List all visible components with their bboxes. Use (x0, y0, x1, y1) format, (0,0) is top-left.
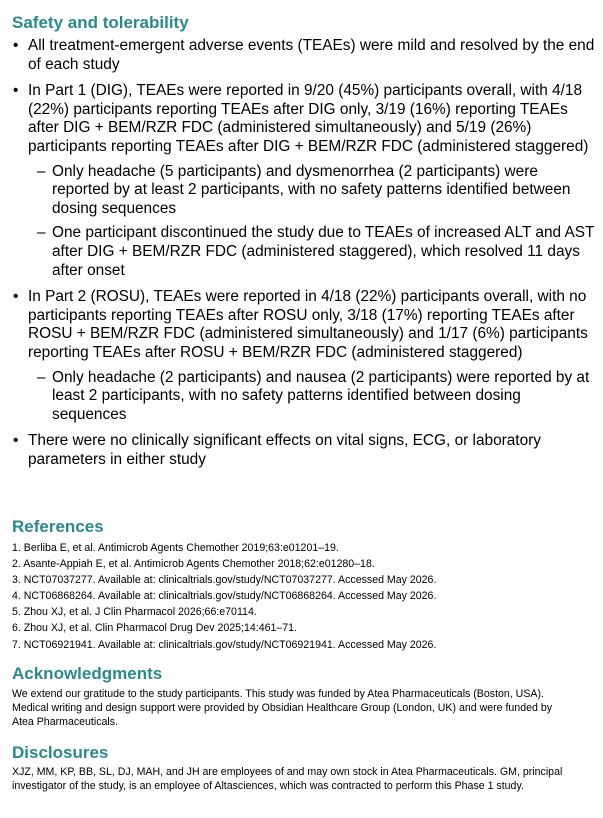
reference-item: 7. NCT06921941. Available at: clinicaltrials.gov/study/NCT06921941. Accessed May 2026. (12, 638, 437, 651)
sub-bullet-item (28, 163, 597, 219)
sub-bullet-list (28, 369, 597, 425)
bullet-item (12, 288, 597, 424)
safety-bullet-list (12, 37, 597, 477)
bullet-text: There were no clinically significant effects on vital signs, ECG, or laboratory parameters in either study (28, 432, 541, 468)
disclosures-text: XJZ, MM, KP, BB, SL, DJ, MAH, and JH are employees of and may own stock in Atea Pharmaceuticals. GM, principal investigator of the study, is an employee of Altasciences, which was contracted to perform this Phase 1 study. (12, 766, 563, 792)
reference-item: 2. Asante-Appiah E, et al. Antimicrob Agents Chemother 2018;62:e01280–18. (12, 558, 375, 571)
references-heading: References (12, 517, 104, 536)
bullet-item (12, 82, 597, 280)
sub-bullet-item (28, 224, 597, 280)
bullet-text: All treatment-emergent adverse events (TEAEs) were mild and resolved by the end of each study (28, 37, 595, 73)
reference-item: 4. NCT06868264. Available at: clinicaltrials.gov/study/NCT06868264. Accessed May 2026. (12, 590, 437, 603)
sub-bullet-text: Only headache (2 participants) and nausea (2 participants) were reported by at least 2 participants, with no safety patterns identified between dosing sequences (52, 368, 590, 423)
sub-bullet-list (28, 163, 597, 281)
safety-heading: Safety and tolerability (12, 13, 189, 32)
bullet-text: In Part 2 (ROSU), TEAEs were reported in 4/18 (22%) participants overall, with no participants reporting TEAEs after ROSU only, 3/18 (17%) reporting TEAEs after ROSU + BEM/RZR FDC (administered simultaneously) and 1/17 (6%) participants reporting TEAEs after ROSU + BEM/RZR FDC (administered staggered) (28, 288, 588, 361)
acknowledgments-text: We extend our gratitude to the study participants. This study was funded by Atea Pharmaceuticals (Boston, USA). Medical writing and design support were provided by Obsidian Healthcare Group (London, UK) and were funded by Atea Pharmaceuticals. (12, 688, 553, 728)
references-list (12, 540, 597, 653)
disclosures-heading: Disclosures (12, 743, 109, 762)
acknowledgments-heading: Acknowledgments (12, 664, 163, 683)
sub-bullet-item (28, 369, 597, 425)
bullet-item (12, 37, 597, 74)
sub-bullet-text: One participant discontinued the study due to TEAEs of increased ALT and AST after DIG + BEM/RZR FDC (administered staggered), which resolved 11 days after onset (52, 224, 595, 279)
reference-item: 5. Zhou XJ, et al. J Clin Pharmacol 2026;66:e70114. (12, 606, 257, 619)
bullet-text: In Part 1 (DIG), TEAEs were reported in 9/20 (45%) participants overall, with 4/18 (22%) participants reporting TEAEs after DIG only, 3/19 (16%) reporting TEAEs after DIG + BEM/RZR FDC (administered simultaneously) and 5/19 (26%) participants reporting TEAEs after DIG + BEM/RZR FDC (administered staggered) (28, 82, 589, 155)
reference-item: 1. Berliba E, et al. Antimicrob Agents Chemother 2019;63:e01201–19. (12, 542, 339, 554)
reference-item: 3. NCT07037277. Available at: clinicaltrials.gov/study/NCT07037277. Accessed May 2026. (12, 574, 437, 587)
reference-item: 6. Zhou XJ, et al. Clin Pharmacol Drug Dev 2025;14:461–71. (12, 622, 298, 635)
sub-bullet-text: Only headache (5 participants) and dysmenorrhea (2 participants) were reported by at least 2 participants, with no safety patterns identified between dosing sequences (52, 162, 571, 217)
bullet-item (12, 432, 597, 469)
